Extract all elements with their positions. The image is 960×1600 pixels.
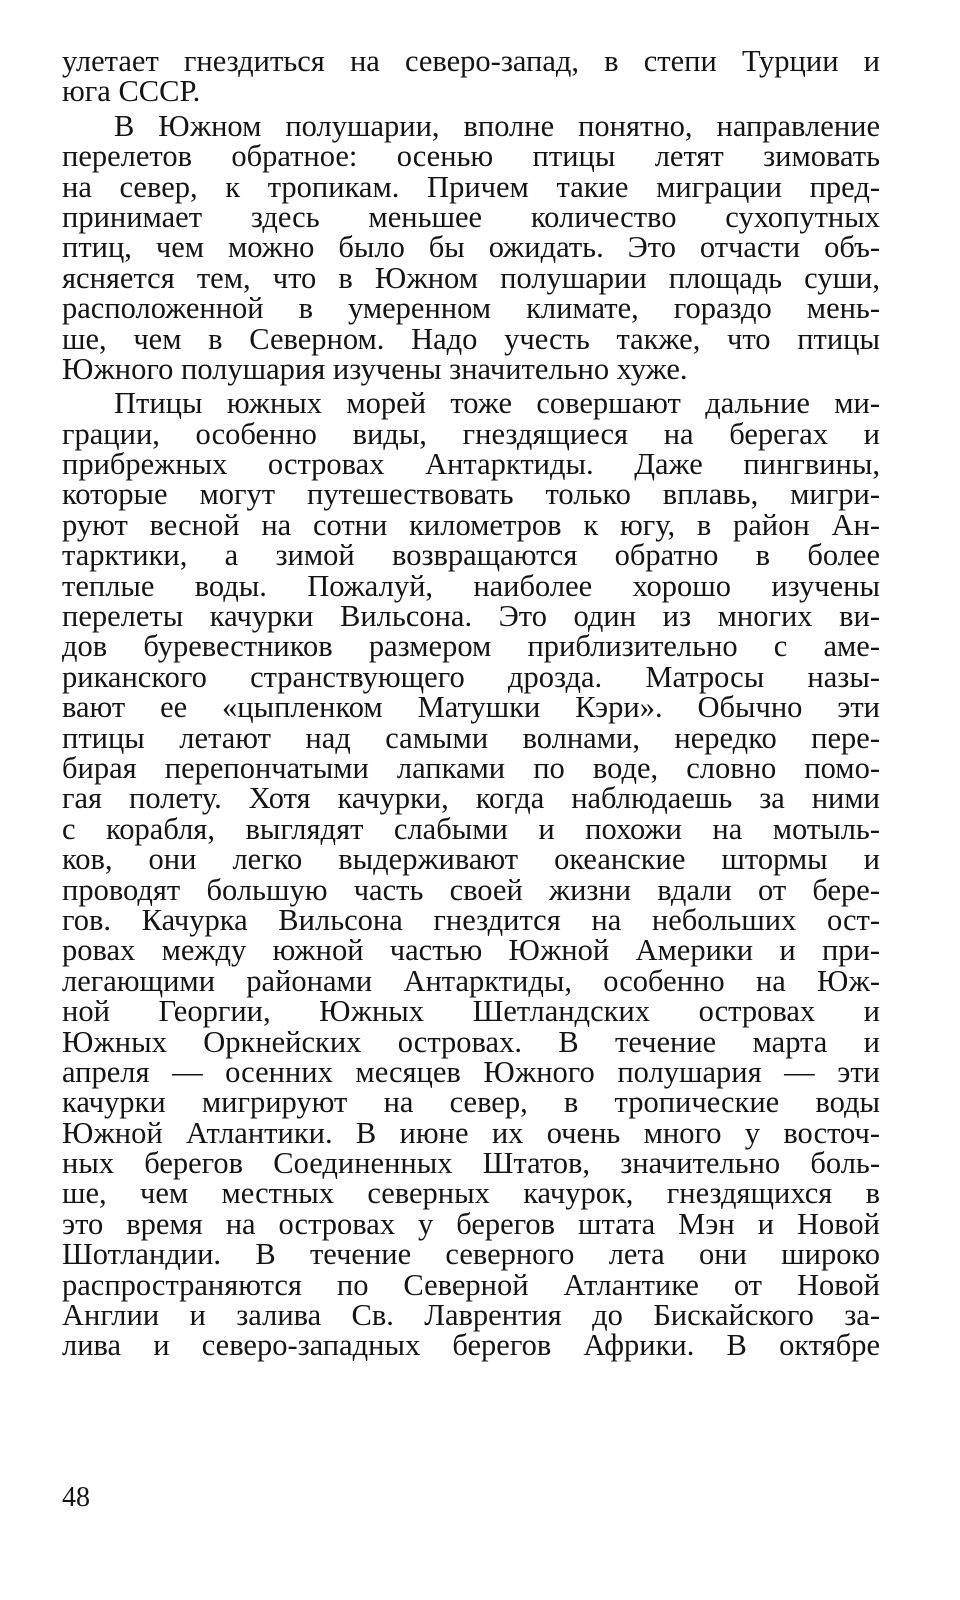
text-line: птицы летают над самыми волнами, нередко пере- xyxy=(62,720,880,755)
text-line: качурки мигрируют на север, в тропические воды xyxy=(62,1085,880,1120)
text-line: В Южном полушарии, вполне понятно, направление xyxy=(114,108,880,143)
text-line: проводят большую часть своей жизни вдали от бере- xyxy=(62,872,880,907)
text-line: Птицы южных морей тоже совершают дальние ми- xyxy=(114,386,880,421)
paragraph xyxy=(62,108,880,386)
text-line: гая полету. Хотя качурки, когда наблюдаешь за ними xyxy=(62,781,880,816)
text-line: перелеты качурки Вильсона. Это один из многих ви- xyxy=(62,599,880,634)
text-line: вают ее «цыпленком Матушки Кэри». Обычно эти xyxy=(62,690,880,725)
text-line: Южного полушария изучены значительно хуже. xyxy=(62,351,688,386)
text-line: ровах между южной частью Южной Америки и при- xyxy=(62,933,880,968)
text-line: ше, чем местных северных качурок, гнездящихся в xyxy=(62,1176,880,1211)
text-line: дов буревестников размером приблизительно с аме- xyxy=(62,629,880,664)
paragraph xyxy=(62,388,880,1361)
text-line: птиц, чем можно было бы ожидать. Это отчасти объ- xyxy=(62,230,880,265)
text-line: ной Георгии, Южных Шетландских островах и xyxy=(62,994,880,1029)
text-line: грации, особенно виды, гнездящиеся на берегах и xyxy=(62,416,880,451)
text-line: на север, к тропикам. Причем такие миграции пред- xyxy=(62,169,880,204)
text-line: ясняется тем, что в Южном полушарии площадь суши, xyxy=(62,260,880,295)
text-line: ных берегов Соединенных Штатов, значительно боль- xyxy=(62,1146,880,1181)
text-line: расположенной в умеренном климате, гораздо мень- xyxy=(62,291,880,326)
text-line: Южной Атлантики. В июне их очень много у восточ- xyxy=(62,1115,880,1150)
text-line: принимает здесь меньшее количество сухопутных xyxy=(62,199,880,234)
text-line: апреля — осенних месяцев Южного полушария — эти xyxy=(62,1054,880,1089)
text-line: теплые воды. Пожалуй, наиболее хорошо изучены xyxy=(62,568,880,603)
text-line: гов. Качурка Вильсона гнездится на небольших ост- xyxy=(62,902,880,937)
text-line: лива и северо-западных берегов Африки. В октябре xyxy=(62,1328,880,1363)
body-text xyxy=(62,46,880,1361)
text-line: которые могут путешествовать только вплавь, мигри- xyxy=(62,477,880,512)
text-line: бирая перепончатыми лапками по воде, словно помо- xyxy=(62,750,880,785)
text-line: тарктики, а зимой возвращаются обратно в более xyxy=(62,538,880,573)
text-line: руют весной на сотни километров к югу, в район Ан- xyxy=(62,507,880,542)
text-line: это время на островах у берегов штата Мэн и Новой xyxy=(62,1206,880,1241)
text-line: распространяются по Северной Атлантике от Новой xyxy=(62,1267,880,1302)
text-line: с корабля, выглядят слабыми и похожи на мотыль- xyxy=(62,811,880,846)
text-line: прибрежных островах Антарктиды. Даже пингвины, xyxy=(62,447,880,482)
text-line: Южных Оркнейских островах. В течение марта и xyxy=(62,1024,880,1059)
text-line: улетает гнездиться на северо-запад, в степи Турции и xyxy=(62,44,880,78)
text-line: риканского странствующего дрозда. Матросы назы- xyxy=(62,659,880,694)
text-line: юга СССР. xyxy=(62,74,201,109)
text-line: ков, они легко выдерживают океанские штормы и xyxy=(62,842,880,877)
text-line: Англии и залива Св. Лаврентия до Бискайского за- xyxy=(62,1298,880,1333)
page-number: 48 xyxy=(62,1482,90,1513)
text-line: легающими районами Антарктиды, особенно на Юж- xyxy=(62,963,880,998)
paragraph xyxy=(62,46,880,107)
text-line: Шотландии. В течение северного лета они широко xyxy=(62,1237,880,1272)
text-line: перелетов обратное: осенью птицы летят зимовать xyxy=(62,139,880,174)
text-line: ше, чем в Северном. Надо учесть также, что птицы xyxy=(62,321,880,356)
